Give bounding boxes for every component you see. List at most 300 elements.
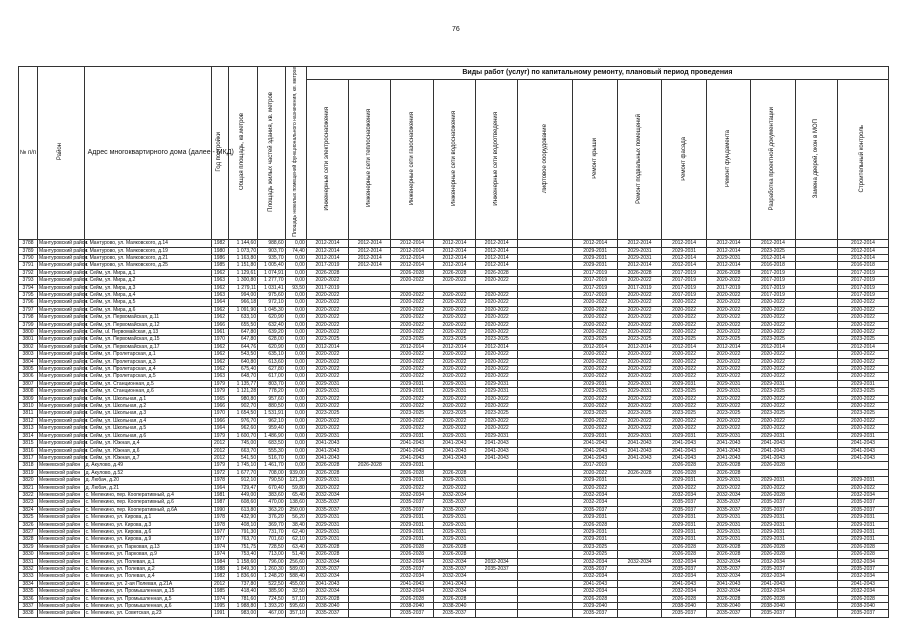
- table-cell: 1979: [211, 462, 228, 469]
- table-cell: [795, 469, 837, 476]
- table-cell: 2035-2037: [706, 506, 750, 513]
- table-cell: 639,20: [258, 329, 286, 336]
- table-cell: 2035-2037: [573, 506, 617, 513]
- table-cell: 1 849,30: [228, 566, 258, 573]
- table-cell: 2041-2043: [662, 447, 706, 454]
- table-cell: 357,10: [285, 610, 306, 617]
- table-cell: [617, 477, 661, 484]
- table-cell: 59,80: [285, 484, 306, 491]
- table-cell: 0,00: [285, 343, 306, 350]
- table-cell: [518, 351, 573, 358]
- table-cell: 2032-2034: [573, 573, 617, 580]
- table-cell: 2017-2019: [662, 277, 706, 284]
- table-cell: 2026-2028: [306, 269, 348, 276]
- table-cell: 2038-2040: [751, 603, 795, 610]
- table-cell: 1962: [211, 366, 228, 373]
- table-cell: г. Сейм, ул. Южная, д.7: [84, 454, 211, 461]
- table-cell: [349, 284, 391, 291]
- table-cell: 994,00: [228, 291, 258, 298]
- table-cell: [518, 462, 573, 469]
- table-cell: 3816: [19, 447, 38, 454]
- table-cell: 0,00: [285, 254, 306, 261]
- table-cell: 2023-2025: [306, 410, 348, 417]
- table-cell: Мантуровский район: [39, 291, 88, 298]
- table-cell: 2035-2037: [837, 499, 888, 506]
- table-cell: 3796: [19, 299, 38, 306]
- table-cell: [795, 321, 837, 328]
- table-row: [19, 277, 889, 284]
- table-cell: [518, 447, 573, 454]
- table-cell: [433, 462, 475, 469]
- table-cell: 2041-2043: [573, 454, 617, 461]
- table-cell: 2012-2014: [751, 254, 795, 261]
- table-cell: 2012-2014: [706, 240, 750, 247]
- table-cell: 2020-2022: [433, 373, 475, 380]
- table-cell: 2032-2034: [433, 558, 475, 565]
- table-cell: [518, 580, 573, 587]
- table-cell: г. Сейм, ул. Первомайская, д.17: [84, 343, 211, 350]
- table-cell: 2029-2031: [706, 514, 750, 521]
- table-cell: 2029-2031: [476, 432, 518, 439]
- table-cell: Мантуровский район: [39, 284, 88, 291]
- table-cell: 763,70: [228, 536, 258, 543]
- table-cell: 2026-2028: [433, 269, 475, 276]
- table-cell: 2020-2022: [617, 306, 661, 313]
- table-cell: Мантуровский район: [39, 454, 88, 461]
- table-cell: д. Акулово, д.49: [84, 462, 211, 469]
- table-cell: 2020-2022: [706, 373, 750, 380]
- table-cell: [349, 321, 391, 328]
- table-cell: 2035-2037: [751, 506, 795, 513]
- table-row: [19, 566, 889, 573]
- table-cell: с. Мелекино, пер. Кооперативный, д.6: [84, 499, 211, 506]
- table-cell: 1966: [211, 403, 228, 410]
- table-cell: 2020-2022: [662, 403, 706, 410]
- table-cell: [476, 573, 518, 580]
- table-cell: 2012-2014: [751, 343, 795, 350]
- table-cell: Межевской район: [38, 551, 85, 558]
- table-cell: 2020-2022: [837, 321, 888, 328]
- table-cell: 2020-2022: [306, 484, 348, 491]
- table-cell: 2012-2014: [476, 254, 518, 261]
- table-cell: [795, 240, 837, 247]
- table-cell: [617, 521, 661, 528]
- table-cell: 751,75: [228, 543, 258, 550]
- table-cell: [349, 440, 391, 447]
- table-body: [19, 240, 889, 618]
- table-cell: Мантуровский район: [39, 306, 88, 313]
- table-cell: 648,70: [228, 373, 258, 380]
- table-cell: 2012-2014: [662, 240, 706, 247]
- table-cell: 3837: [19, 603, 38, 610]
- col-work-0: Инженерные сети электроснабжения: [306, 80, 348, 240]
- table-cell: 1988: [211, 566, 228, 573]
- table-cell: [476, 543, 518, 550]
- table-cell: [617, 566, 661, 573]
- table-cell: Межевской район: [38, 603, 85, 610]
- table-row: [19, 573, 889, 580]
- table-cell: г. Сейм, ул. Мира, д.1: [84, 269, 211, 276]
- table-cell: 2020-2022: [433, 358, 475, 365]
- table-cell: 1979: [211, 380, 228, 387]
- table-cell: 2029-2031: [573, 254, 617, 261]
- table-cell: 2029-2040: [573, 603, 617, 610]
- table-cell: [795, 358, 837, 365]
- table-cell: 2020-2022: [306, 395, 348, 402]
- table-cell: 1 005,40: [258, 262, 286, 269]
- table-cell: 2041-2043: [837, 580, 888, 587]
- table-cell: [349, 373, 391, 380]
- table-cell: 2026-2028: [751, 462, 795, 469]
- table-cell: 2012-2014: [349, 254, 391, 261]
- table-cell: 2012-2014: [306, 240, 348, 247]
- table-cell: Межевской район: [38, 543, 85, 550]
- table-row: [19, 551, 889, 558]
- table-cell: 418,40: [228, 588, 258, 595]
- table-cell: 2035-2037: [391, 610, 433, 617]
- table-cell: 3832: [19, 566, 38, 573]
- table-cell: 2026-2028: [391, 595, 433, 602]
- table-cell: 2023-2025: [391, 410, 433, 417]
- table-cell: 2026-2028: [706, 551, 750, 558]
- table-cell: 2035-2037: [662, 566, 706, 573]
- table-cell: 2035-2037: [662, 499, 706, 506]
- table-cell: 1978: [211, 521, 228, 528]
- table-cell: 2017-2019: [573, 277, 617, 284]
- table-cell: 613,80: [228, 506, 258, 513]
- table-cell: 2026-2028: [706, 462, 750, 469]
- table-cell: [476, 469, 518, 476]
- table-cell: 2041-2043: [391, 440, 433, 447]
- table-cell: 2020-2022: [617, 373, 661, 380]
- col-work-11: Замена дверей, окон в МОП: [795, 80, 837, 240]
- table-cell: 2032-2034: [476, 558, 518, 565]
- table-cell: 2026-2028: [706, 595, 750, 602]
- table-cell: 1982: [211, 573, 228, 580]
- table-cell: 2023-2025: [706, 336, 750, 343]
- table-cell: 633,10: [228, 314, 258, 321]
- table-row: [19, 536, 889, 543]
- table-cell: [349, 603, 391, 610]
- table-cell: 2020-2022: [706, 425, 750, 432]
- table-cell: 0,00: [285, 403, 306, 410]
- table-cell: 2020-2022: [751, 484, 795, 491]
- table-cell: 2020-2022: [476, 395, 518, 402]
- table-cell: 2035-2037: [433, 610, 475, 617]
- table-cell: 2026-2028: [662, 543, 706, 550]
- table-cell: 2020-2022: [837, 403, 888, 410]
- table-cell: 0,00: [285, 299, 306, 306]
- table-cell: 2017-2019: [662, 284, 706, 291]
- table-cell: 3829: [19, 543, 38, 550]
- table-cell: [349, 410, 391, 417]
- table-cell: 2020-2022: [391, 351, 433, 358]
- table-cell: г. Мантурово, ул. Маяковского, д.14: [84, 240, 211, 247]
- table-cell: 2012-2014: [391, 343, 433, 350]
- table-cell: 0,00: [285, 417, 306, 424]
- table-cell: [795, 254, 837, 261]
- table-row: [19, 395, 889, 402]
- table-cell: 2041-2043: [306, 580, 348, 587]
- table-cell: 2041-2043: [306, 447, 348, 454]
- table-cell: 976,70: [228, 417, 258, 424]
- table-cell: 2032-2034: [573, 499, 617, 506]
- table-cell: [617, 528, 661, 535]
- table-cell: 2029-2031: [706, 528, 750, 535]
- table-cell: 2026-2028: [751, 551, 795, 558]
- table-cell: 2020-2022: [751, 395, 795, 402]
- table-cell: 745,00: [228, 440, 258, 447]
- table-cell: 1 393,20: [258, 603, 286, 610]
- table-cell: 2032-2034: [662, 573, 706, 580]
- table-cell: [518, 358, 573, 365]
- table-cell: 2012-2014: [617, 240, 661, 247]
- table-cell: [617, 491, 661, 498]
- table-row: [19, 240, 889, 247]
- table-cell: 1 121,28: [228, 388, 258, 395]
- table-cell: 2029-2031: [433, 477, 475, 484]
- table-cell: 2041-2043: [433, 580, 475, 587]
- table-cell: 2035-2037: [433, 566, 475, 573]
- table-cell: 3799: [19, 321, 38, 328]
- table-cell: 959,40: [258, 425, 286, 432]
- table-cell: 2023-2025: [476, 410, 518, 417]
- table-cell: Мантуровский район: [39, 329, 88, 335]
- table-row: [19, 417, 889, 424]
- table-cell: 0,00: [285, 454, 306, 461]
- table-cell: 2020-2022: [837, 366, 888, 373]
- table-cell: 2026-2028: [751, 595, 795, 602]
- table-cell: 2012-2014: [476, 247, 518, 254]
- table-cell: 1 163,80: [228, 254, 258, 261]
- table-cell: Мантуровский район: [39, 380, 88, 387]
- table-cell: [349, 551, 391, 558]
- table-cell: 2029-2031: [573, 432, 617, 439]
- table-cell: 2041-2043: [573, 440, 617, 447]
- table-cell: 627,80: [258, 366, 286, 373]
- table-row: [19, 603, 889, 610]
- table-cell: 1982: [211, 240, 228, 247]
- table-cell: 2020-2022: [476, 299, 518, 306]
- table-row: [19, 329, 889, 336]
- table-cell: 2029-2031: [391, 388, 433, 395]
- table-cell: Межевской район: [38, 491, 85, 498]
- table-cell: Межевской район: [38, 521, 85, 528]
- table-cell: Мантуровский район: [39, 366, 88, 373]
- table-cell: 880,50: [258, 403, 286, 410]
- table-cell: 3820: [19, 477, 38, 484]
- table-cell: 0,00: [285, 314, 306, 321]
- col-nonliving-area: Площадь нежилых помещений функционального назначения, кв. метров: [285, 67, 306, 240]
- table-cell: [476, 462, 518, 469]
- table-cell: 2026-2028: [391, 269, 433, 276]
- table-cell: 2026-2028: [837, 543, 888, 550]
- table-cell: 3836: [19, 595, 38, 602]
- table-cell: 595,60: [285, 603, 306, 610]
- table-cell: 1 158,60: [228, 558, 258, 565]
- table-row: [19, 403, 889, 410]
- table-cell: 2032-2034: [837, 558, 888, 565]
- table-cell: [795, 343, 837, 350]
- table-row: [19, 454, 889, 461]
- table-cell: 2020-2022: [837, 351, 888, 358]
- table-cell: 2041-2043: [617, 440, 661, 447]
- table-row: [19, 580, 889, 587]
- table-cell: [617, 462, 661, 469]
- table-cell: 3814: [19, 432, 38, 439]
- table-cell: 966,18: [228, 299, 258, 306]
- table-cell: 2020-2022: [662, 395, 706, 402]
- table-cell: 803,70: [258, 380, 286, 387]
- table-cell: [476, 284, 518, 291]
- table-cell: 2029-2031: [306, 432, 348, 439]
- table-cell: 2032-2034: [706, 588, 750, 595]
- table-cell: 0,00: [285, 425, 306, 432]
- table-cell: [349, 299, 391, 306]
- table-cell: 2029-2031: [837, 380, 888, 387]
- table-cell: Мантуровский район: [39, 351, 88, 358]
- table-cell: 632,40: [258, 321, 286, 328]
- table-cell: [518, 536, 573, 543]
- table-cell: 2035-2037: [391, 566, 433, 573]
- table-cell: 0,00: [285, 358, 306, 365]
- table-cell: [518, 484, 573, 491]
- table-cell: 2029-2031: [837, 432, 888, 439]
- table-cell: г. Сейм, ул. Первомайская, д.15: [84, 336, 211, 343]
- table-cell: 2032-2034: [751, 558, 795, 565]
- table-cell: с. Мелекино, ул. Промышленная, д.6: [84, 603, 211, 610]
- table-cell: 0,00: [285, 240, 306, 247]
- table-cell: 2020-2022: [573, 395, 617, 402]
- table-cell: [518, 306, 573, 313]
- table-cell: 2029-2031: [706, 380, 750, 387]
- table-cell: [518, 491, 573, 498]
- table-cell: 2038-2040: [662, 603, 706, 610]
- table-cell: г. Сейм, ул. Школьная, д.2: [84, 403, 211, 410]
- table-cell: 2035-2037: [706, 499, 750, 506]
- table-cell: [795, 247, 837, 254]
- table-cell: 2020-2022: [573, 469, 617, 476]
- col-district: Район: [38, 67, 85, 240]
- table-cell: 1 135,77: [228, 380, 258, 387]
- table-cell: 2020-2022: [837, 314, 888, 321]
- table-cell: с. Мелекино, ул. Полевая, д.1: [84, 558, 211, 565]
- table-row: [19, 410, 889, 417]
- table-cell: [349, 580, 391, 587]
- table-cell: 2041-2043: [706, 580, 750, 587]
- table-cell: [795, 528, 837, 535]
- table-cell: Межевской район: [38, 528, 85, 535]
- table-cell: [433, 284, 475, 291]
- table-cell: Мантуровский район: [39, 403, 88, 410]
- table-cell: 2032-2034: [391, 558, 433, 565]
- table-cell: 2032-2034: [306, 588, 348, 595]
- table-cell: [349, 484, 391, 491]
- table-cell: [518, 366, 573, 373]
- table-cell: 1 277,70: [258, 277, 286, 284]
- table-cell: 543,50: [228, 351, 258, 358]
- table-cell: 2029-2031: [751, 521, 795, 528]
- table-cell: 3794: [19, 284, 38, 291]
- table-cell: Мантуровский район: [39, 388, 88, 395]
- table-cell: [518, 403, 573, 410]
- table-cell: 2020-2022: [751, 358, 795, 365]
- table-cell: 2020-2022: [751, 314, 795, 321]
- table-row: [19, 247, 889, 254]
- table-cell: 2041-2043: [662, 580, 706, 587]
- table-cell: [349, 595, 391, 602]
- table-cell: 3804: [19, 358, 38, 365]
- table-cell: [476, 610, 518, 617]
- table-row: [19, 440, 889, 447]
- table-cell: 2020-2022: [706, 358, 750, 365]
- table-cell: [391, 284, 433, 291]
- table-cell: 2029-2031: [751, 528, 795, 535]
- table-cell: 51,40: [285, 551, 306, 558]
- table-cell: 2035-2037: [391, 499, 433, 506]
- table-cell: 2026-2028: [662, 551, 706, 558]
- table-cell: [795, 380, 837, 387]
- table-cell: 2020-2022: [391, 306, 433, 313]
- table-cell: 541,50: [228, 454, 258, 461]
- table-cell: [617, 484, 661, 491]
- table-cell: [518, 395, 573, 402]
- table-cell: 2020-2022: [837, 358, 888, 365]
- table-cell: 1 836,60: [228, 573, 258, 580]
- table-cell: [518, 262, 573, 269]
- table-cell: 2020-2022: [617, 314, 661, 321]
- table-cell: 2012-2014: [391, 247, 433, 254]
- table-cell: г. Мантурово, ул. Маяковского, д.21: [84, 254, 211, 261]
- table-cell: 2020-2022: [573, 299, 617, 306]
- table-cell: 2012-2014: [349, 240, 391, 247]
- table-cell: 0,00: [285, 380, 306, 387]
- table-cell: 1980: [211, 247, 228, 254]
- table-cell: 2020-2022: [837, 373, 888, 380]
- table-cell: [795, 595, 837, 602]
- table-cell: [795, 447, 837, 454]
- col-address: Адрес многоквартирного дома (далее - МКД): [84, 67, 211, 240]
- table-cell: 2032-2034: [391, 573, 433, 580]
- table-cell: 385,90: [258, 588, 286, 595]
- table-cell: 2029-2031: [617, 254, 661, 261]
- table-cell: 2017-2019: [706, 284, 750, 291]
- table-cell: 2023-2025: [476, 336, 518, 343]
- table-cell: 1987: [211, 499, 228, 506]
- table-cell: 2020-2022: [391, 291, 433, 298]
- table-cell: 1991: [211, 610, 228, 617]
- table-cell: 2020-2022: [662, 484, 706, 491]
- table-cell: [518, 417, 573, 424]
- table-cell: Мантуровский район: [39, 447, 88, 454]
- table-cell: [476, 514, 518, 521]
- table-cell: 1961: [211, 329, 228, 336]
- table-cell: 432,90: [228, 514, 258, 521]
- table-cell: 2020-2022: [662, 351, 706, 358]
- table-cell: 1 091,90: [228, 306, 258, 313]
- table-cell: 2012-2014: [306, 247, 348, 254]
- table-cell: 2017-2019: [751, 291, 795, 298]
- table-cell: [518, 454, 573, 461]
- table-cell: 2032-2034: [306, 491, 348, 498]
- table-cell: 1979: [211, 388, 228, 395]
- table-cell: с. Мелекино, ул. Промышленная, д.15: [84, 588, 211, 595]
- table-cell: 588,40: [285, 573, 306, 580]
- table-cell: 2029-2031: [706, 388, 750, 395]
- table-cell: 2029-2031: [391, 528, 433, 535]
- table-cell: 2041-2043: [391, 454, 433, 461]
- table-row: [19, 499, 889, 506]
